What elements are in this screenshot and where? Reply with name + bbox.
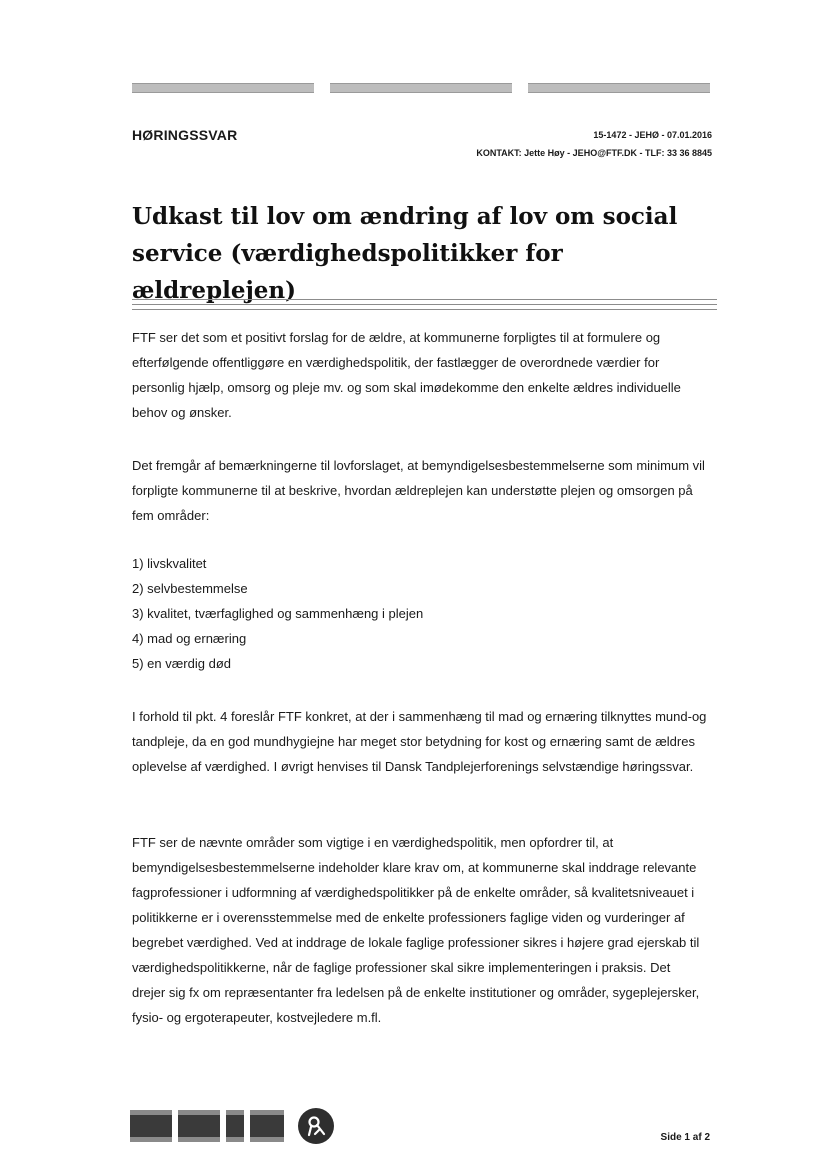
logo-bar <box>226 1110 244 1142</box>
list-item: 2) selvbestemmelse <box>132 581 248 596</box>
title-rule <box>132 309 717 310</box>
document-type: HØRINGSSVAR <box>132 127 238 143</box>
list-item: 5) en værdig død <box>132 656 231 671</box>
title-rule <box>132 299 717 300</box>
title-rule <box>132 304 717 305</box>
paragraph-professionals <box>132 830 707 1030</box>
list-item: 4) mad og ernæring <box>132 631 247 646</box>
logo-emblem-icon <box>298 1108 334 1144</box>
paragraph-areas <box>132 453 707 528</box>
list-item: 3) kvalitet, tværfaglighed og sammenhæng i plejen <box>132 606 424 621</box>
ftf-logo <box>130 1108 334 1144</box>
logo-letter-f <box>130 1110 172 1142</box>
paragraph-oral-care <box>132 704 707 779</box>
areas-list <box>132 551 707 676</box>
header-bar-right <box>528 83 710 93</box>
list-item: 1) livskvalitet <box>132 556 207 571</box>
document-title: Udkast til lov om ændring af lov om social service (værdighedspolitikker for ældreplejen) <box>132 203 678 304</box>
logo-letter-t <box>178 1110 220 1142</box>
header-bar-center <box>330 83 512 93</box>
paragraph-text: FTF ser de nævnte områder som vigtige i en værdighedspolitik, men opfordrer til, at bemyndigelsesbestemmelserne indeholder klare krav om, at kommunerne skal inddrage relevante fagprofessioner i udformning af værdighedspolitikker på de enkelte områder, så kvalitetsniveauet i politikkerne er i overensstemmelse med de enkelte professioners faglige viden og vurderinger af begrebet værdighed. Ved at inddrage de lokale faglige professioner sikres i højere grad ejerskab til værdighedspolitikkerne, når de faglige professioner skal sikre implementeringen i praksis. Det drejer sig fx om repræsentanter fra ledelsen på de enkelte institutioner og områder, sygeplejersker, fysio- og ergoterapeuter, kostvejledere m.fl. <box>132 835 700 1025</box>
document-reference: 15-1472 - JEHØ - 07.01.2016 <box>593 130 712 140</box>
paragraph-intro <box>132 325 707 425</box>
page-number: Side 1 af 2 <box>660 1132 710 1143</box>
paragraph-text: Det fremgår af bemærkningerne til lovforslaget, at bemyndigelsesbestemmelserne som minimum vil forpligte kommunerne til at beskrive, hvordan ældreplejen kan understøtte plejen og omsorgen på fem områder: <box>132 458 705 523</box>
logo-letter-f2 <box>250 1110 284 1142</box>
paragraph-text: I forhold til pkt. 4 foreslår FTF konkret, at der i sammenhæng til mad og ernæring tilknyttes mund-og tandpleje, da en god mundhygiejne har meget stor betydning for kost og ernæring samt de ældres oplevelse af værdighed. I øvrigt henvises til Dansk Tandplejerforenings selvstændige høringssvar. <box>132 709 707 774</box>
contact-line: KONTAKT: Jette Høy - JEHO@FTF.DK - TLF: 33 36 8845 <box>476 148 712 158</box>
header-bar-left <box>132 83 314 93</box>
paragraph-text: FTF ser det som et positivt forslag for de ældre, at kommunerne forpligtes til at formulere og efterfølgende offentliggøre en værdighedspolitik, der fastlægger de overordnede værdier for personlig hjælp, omsorg og pleje mv. og som skal imødekomme den enkelte ældres individuelle behov og ønsker. <box>132 330 681 420</box>
